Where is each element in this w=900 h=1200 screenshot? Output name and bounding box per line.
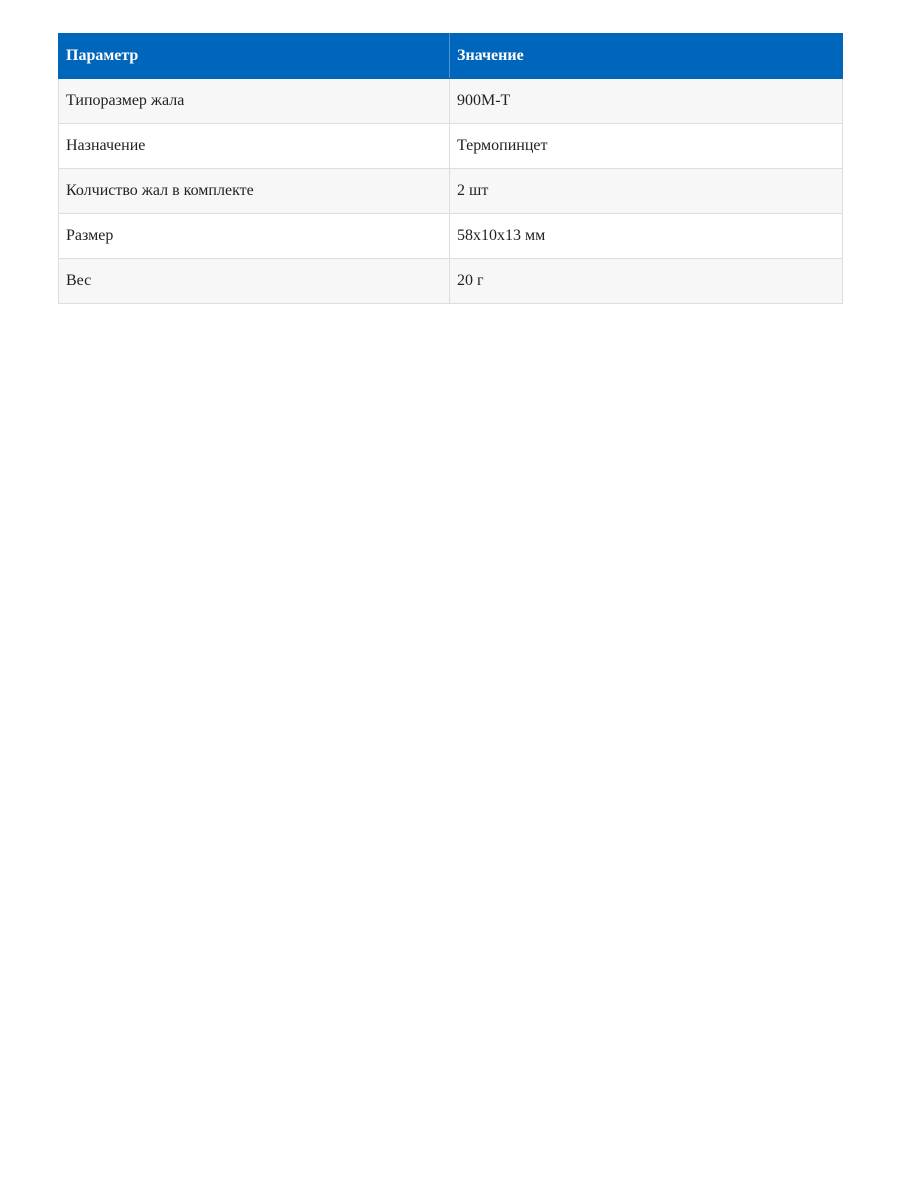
spec-table — [58, 33, 843, 304]
param-cell: Типоразмер жала — [59, 79, 450, 124]
param-cell: Назначение — [59, 124, 450, 169]
table-row — [59, 79, 843, 124]
table-header-row — [59, 34, 843, 79]
value-cell: Термопинцет — [450, 124, 843, 169]
param-cell: Вес — [59, 259, 450, 304]
value-cell: 2 шт — [450, 169, 843, 214]
header-parameter: Параметр — [59, 34, 450, 79]
value-cell: 58x10x13 мм — [450, 214, 843, 259]
header-value: Значение — [450, 34, 843, 79]
value-cell: 20 г — [450, 259, 843, 304]
table-row — [59, 169, 843, 214]
table-row — [59, 214, 843, 259]
table-row — [59, 259, 843, 304]
param-cell: Размер — [59, 214, 450, 259]
value-cell: 900M-T — [450, 79, 843, 124]
table-row — [59, 124, 843, 169]
param-cell: Колчиство жал в комплекте — [59, 169, 450, 214]
